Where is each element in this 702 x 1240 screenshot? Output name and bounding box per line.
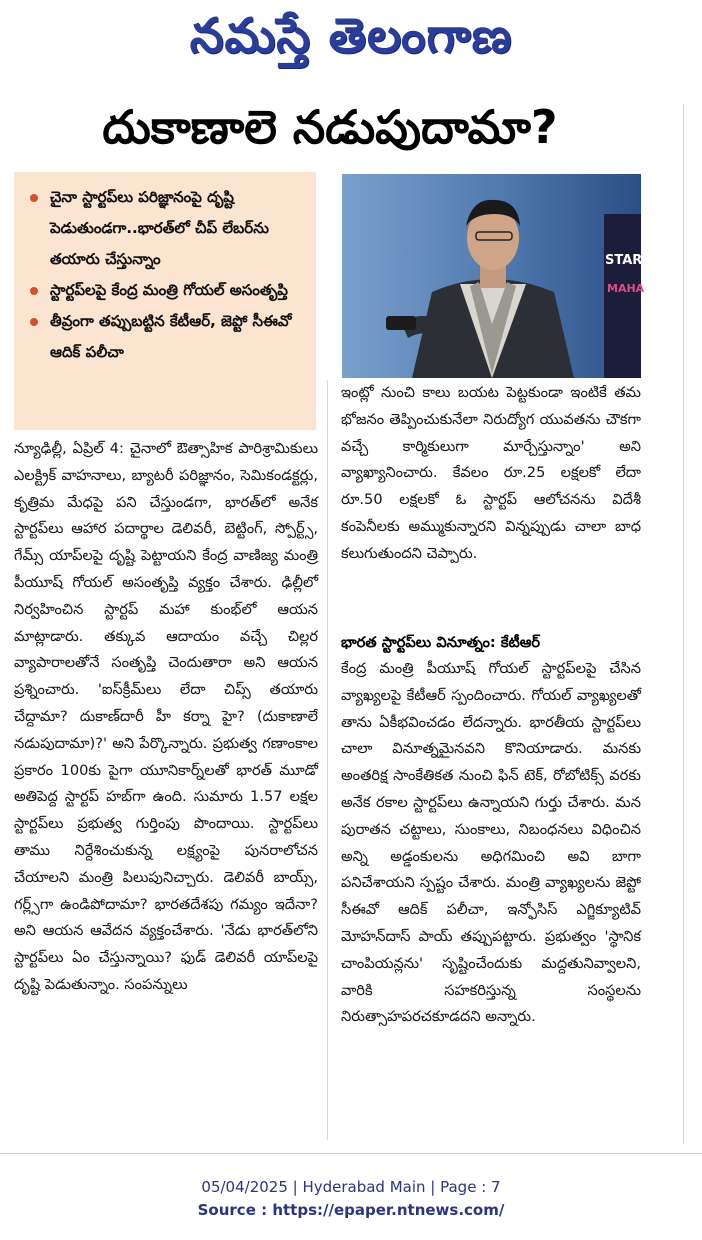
speaker-photo-illustration [342,174,662,378]
highlight-text: స్టార్టప్‌లపై కేంద్ర మంత్రి గోయల్ అసంతృప్తి [50,281,288,299]
highlight-item [30,306,306,368]
highlights-box [14,172,316,430]
footer-divider [0,1153,702,1154]
article-paragraph: కేంద్ర మంత్రి పీయూష్ గోయల్ స్టార్టప్‌లపై చేసిన వ్యాఖ్యలపై కేటీఆర్ స్పందించారు. గోయల్ వ్యాఖ్యలతో తాను ఏకీభవించడం లేదన్నారు. భారతీయ స్టార్టప్‌లు చాలా వినూత్నమైనవని కొనియాడారు. మనకు అంతరిక్ష సాంకేతికత నుంచి ఫిన్ టెక్, రోబోటిక్స్ వరకు అనేక రకాల స్టార్టప్‌లు ఉన్నాయని గుర్తు చేశారు. మన పురాతన చట్టాలు, సుంకాలు, నిబంధనలు విధించిన అన్ని అడ్డంకులను అధిగమించి అవి బాగా పనిచేశాయని స్పష్టం చేశారు. మంత్రి వ్యాఖ్యలను జెప్టో సీఈవో ఆదిక్ పలీచా, ఇన్ఫోసిస్ ఎగ్జిక్యూటివ్ మోహన్‌దాస్ పాయ్ తప్పుపట్టారు. ప్రభుత్వం 'స్థానిక చాంపియన్లను' సృష్టించేందుకు మద్దతునివ్వాలని, వారికి సహకరిస్తున్న సంస్థలను నిరుత్సాహపరచకూడదని అన్నారు. [341,660,641,1026]
footer [0,1176,702,1222]
banner-text: STARTU [605,253,662,268]
highlight-text: తీవ్రంగా తప్పుబట్టిన కేటీఆర్, జెప్టో సీఈవో ఆదిక్ పలీచా [50,312,292,361]
article-right-column-top [341,380,641,568]
article-photo [342,174,662,378]
article-paragraph: ఇంట్లో నుంచి కాలు బయట పెట్టకుండా ఇంటికే తమ భోజనం తెప్పించుకునేలా నిరుద్యోగ యువతను చౌకగా వచ్చే కార్మికులుగా మార్చేస్తున్నాం' అని వ్యాఖ్యానించారు. కేవలం రూ.25 లక్షలకో లేదా రూ.50 లక్షలకో ఓ స్టార్టప్ ఆలోచనను విదేశీ కంపెనీలకు అమ్ముకున్నారని విన్నప్పుడు చాలా బాధ కలుగుతుందని చెప్పారు. [341,384,641,562]
article-left-column [14,436,318,999]
highlight-item [30,182,306,275]
edition-info: 05/04/2025 | Hyderabad Main | Page : 7 [201,1178,501,1196]
masthead [0,0,702,84]
bullet-icon [30,287,38,295]
article-subhead: భారత స్టార్టప్‌లు వినూత్నం: కేటీఆర్ [341,634,541,651]
masthead-title: నమస్తే తెలంగాణ [189,8,513,64]
banner-text: MAHA [607,282,645,295]
column-divider [327,380,328,1140]
highlight-item [30,275,306,306]
highlight-text: చైనా స్టార్టప్‌లు పరిజ్ఞానంపై దృష్టి పెడుతుండగా..భారత్‌లో చీప్ లేబర్‌ను తయారు చేస్తున్నాం [50,188,269,268]
source-link[interactable]: Source : https://epaper.ntnews.com/ [197,1201,505,1219]
article-paragraph: న్యూఢిల్లీ, ఏప్రిల్ 4: చైనాలో ఔత్సాహిక పారిశ్రామికులు ఎలక్ట్రిక్ వాహనాలు, బ్యాటరీ పరిజ్ఞానం, సెమికండక్టర్లు, కృత్రిమ మేధపై పని చేస్తుండగా, భారత్‌లో అనేక స్టార్టప్‌లు ఆహార పదార్థాల డెలివరీ, బెట్టింగ్, స్పోర్ట్స్, గేమ్స్ యాప్‌లపై దృష్టి పెట్టాయని కేంద్ర వాణిజ్య మంత్రి పీయూష్ గోయల్ అసంతృప్తి వ్యక్తం చేశారు. ఢిల్లీలో నిర్వహించిన స్టార్టప్ మహా కుంభ్‌లో ఆయన మాట్లాడారు. తక్కువ ఆదాయం వచ్చే చిల్లర వ్యాపారాలతోనే సంతృప్తి చెందుతారా అని ఆయన ప్రశ్నించారు. 'ఐస్‌క్రీమ్‌లు లేదా చిప్స్ తయారు చేద్దామా? దుకాణ్‌దారీ హీ కర్నా హై? (దుకాణాలే నడుపుదామా)?' అని పేర్కొన్నారు. ప్రభుత్వ గణాంకాల ప్రకారం 100కు పైగా యూనికార్న్‌లతో భారత్ మూడో అతిపెద్ద స్టార్టప్ హబ్‌గా ఉంది. సుమారు 1.57 లక్షల స్టార్టప్‌లు ప్రభుత్వ గుర్తింపు పొందాయి. స్టార్టప్‌లు తాము నిర్దేశించుకున్న లక్ష్యంపై పునరాలోచన చేయాలని మంత్రి పిలుపునిచ్చారు. డెలివరీ బాయ్స్, గర్ల్స్‌గా ఉండిపోదామా? భారతదేశపు గమ్యం ఇదేనా? అని ఆయన ఆవేదన వ్యక్తంచేశారు. 'నేడు భారత్‌లోని స్టార్టప్‌లు ఏం చేస్తున్నాయి? ఫుడ్ డెలివరీ యాప్‌లపై దృష్టి పెడుతున్నాం. సంపన్నులు [14,440,318,993]
article-right-column-bottom [341,630,641,1031]
bullet-icon [30,318,38,326]
page-right-rule [683,104,684,1144]
bullet-icon [30,194,38,202]
headline: దుకాణాలె నడుపుదామా? [102,100,558,154]
